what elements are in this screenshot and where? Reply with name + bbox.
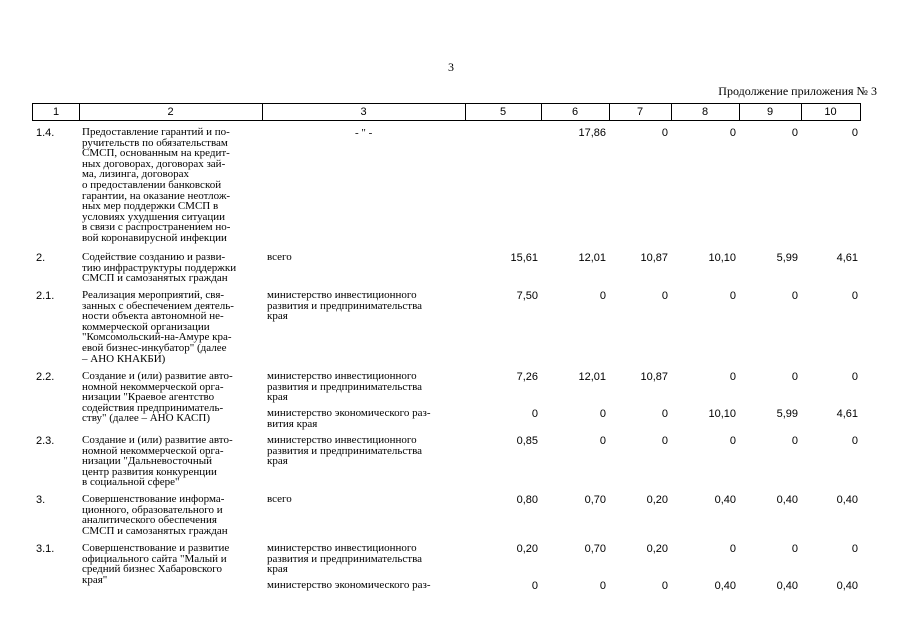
value-col-7: 0 <box>661 127 668 139</box>
row-number: 2. <box>36 252 46 264</box>
value-col-8: 0 <box>729 435 736 447</box>
value-col-5: 0,80 <box>516 494 538 506</box>
value-col-8: 0 <box>729 127 736 139</box>
header-col-1: 1 <box>52 106 60 118</box>
value-col-5: 7,50 <box>516 290 538 302</box>
value-col-6: 12,01 <box>578 252 606 264</box>
value-col-9: 0 <box>791 543 798 555</box>
value-col-10: 0,40 <box>836 580 858 592</box>
value-col-7: 10,87 <box>640 371 668 383</box>
value-col-10: 4,61 <box>836 408 858 420</box>
page-number: 3 <box>448 60 454 74</box>
header-col-7: 7 <box>636 106 644 118</box>
value-col-9: 0 <box>791 290 798 302</box>
value-col-5: 0 <box>531 580 538 592</box>
value-col-9: 5,99 <box>776 252 798 264</box>
value-col-6: 0,70 <box>584 543 606 555</box>
value-col-6: 0 <box>599 580 606 592</box>
row-responsible: министерство экономического раз- вития края <box>267 407 431 430</box>
row-responsible: всего <box>267 493 292 505</box>
value-col-5: 15,61 <box>510 252 538 264</box>
row-number: 3.1. <box>36 543 55 555</box>
row-responsible: - " - <box>355 127 373 139</box>
header-col-6: 6 <box>571 106 579 118</box>
value-col-5: 7,26 <box>516 371 538 383</box>
value-col-8: 10,10 <box>708 408 736 420</box>
row-responsible: министерство экономического раз- <box>267 579 431 591</box>
row-description: Предоставление гарантий и по- ручительств по обязательствам СМСП, основанным на кредит- ных договорах, договорах зай- ма, лизинга, договорах о предоставлении банковской гарантии, на оказание неотлож- ных мер поддержки СМСП в условиях ухудшения ситуации в связи с распространением но- вой коронавирусной инфекции <box>82 126 231 244</box>
row-responsible: министерство инвестиционного развития и предпринимательства края <box>267 289 423 323</box>
value-col-10: 0 <box>851 290 858 302</box>
header-col-2: 2 <box>167 106 174 118</box>
header-col-3: 3 <box>360 106 367 118</box>
value-col-9: 0 <box>791 127 798 139</box>
value-col-8: 0,40 <box>714 494 736 506</box>
value-col-8: 0,40 <box>714 580 736 592</box>
row-responsible: министерство инвестиционного развития и предпринимательства края <box>267 542 423 576</box>
row-number: 2.3. <box>36 435 55 447</box>
value-col-6: 12,01 <box>578 371 606 383</box>
value-col-9: 0,40 <box>776 580 798 592</box>
value-col-8: 0 <box>729 371 736 383</box>
value-col-5: 0,20 <box>516 543 538 555</box>
value-col-9: 0,40 <box>776 494 798 506</box>
row-number: 2.2. <box>36 371 55 383</box>
value-col-8: 0 <box>729 290 736 302</box>
value-col-7: 0 <box>661 408 668 420</box>
row-description: Реализация мероприятий, свя- занных с обеспечением деятель- ности объекта автономной не- коммерческой организации "Комсомольский-на-Амуре кра- евой бизнес-инкубатор" (далее – АНО КНАКБИ) <box>82 289 234 365</box>
row-description: Совершенствование информа- ционного, образовательного и аналитического обеспечения СМСП и самозанятых граждан <box>82 493 228 537</box>
value-col-6: 0 <box>599 408 606 420</box>
header-col-9: 9 <box>766 106 774 118</box>
value-col-7: 0,20 <box>646 494 668 506</box>
value-col-10: 0 <box>851 543 858 555</box>
row-responsible: министерство инвестиционного развития и предпринимательства края <box>267 370 423 404</box>
row-responsible: всего <box>267 251 292 263</box>
value-col-10: 0,40 <box>836 494 858 506</box>
value-col-7: 0 <box>661 290 668 302</box>
value-col-7: 0,20 <box>646 543 668 555</box>
header-col-10: 10 <box>824 106 837 118</box>
value-col-7: 0 <box>661 435 668 447</box>
row-number: 2.1. <box>36 290 55 302</box>
table-header <box>32 103 861 121</box>
row-responsible: министерство инвестиционного развития и предпринимательства края <box>267 434 423 468</box>
value-col-9: 0 <box>791 371 798 383</box>
row-description: Совершенствование и развитие официального сайта "Малый и средний бизнес Хабаровского края" <box>82 542 230 586</box>
continuation-label: Продолжение приложения № 3 <box>718 84 877 98</box>
value-col-9: 5,99 <box>776 408 798 420</box>
value-col-5: 0 <box>531 408 538 420</box>
value-col-10: 0 <box>851 127 858 139</box>
value-col-6: 0 <box>599 290 606 302</box>
value-col-8: 0 <box>729 543 736 555</box>
value-col-6: 0 <box>599 435 606 447</box>
value-col-8: 10,10 <box>708 252 736 264</box>
row-description: Создание и (или) развитие авто- номной некоммерческой орга- низации "Дальневосточный центр развития конкуренции в социальной сфере" <box>82 434 233 489</box>
header-col-5: 5 <box>499 106 507 118</box>
row-number: 3. <box>36 494 46 506</box>
value-col-10: 0 <box>851 371 858 383</box>
header-col-8: 8 <box>701 106 709 118</box>
value-col-7: 10,87 <box>640 252 668 264</box>
value-col-9: 0 <box>791 435 798 447</box>
value-col-5: 0,85 <box>516 435 538 447</box>
value-col-6: 0,70 <box>584 494 606 506</box>
value-col-10: 0 <box>851 435 858 447</box>
row-number: 1.4. <box>36 127 55 139</box>
value-col-7: 0 <box>661 580 668 592</box>
value-col-6: 17,86 <box>578 127 606 139</box>
row-description: Содействие созданию и разви- тию инфраструктуры поддержки СМСП и самозанятых граждан <box>82 251 237 285</box>
value-col-10: 4,61 <box>836 252 858 264</box>
row-description: Создание и (или) развитие авто- номной некоммерческой орга- низации "Краевое агентство содействия предприниматель- ству" (далее – АНО КАСП) <box>82 370 233 425</box>
